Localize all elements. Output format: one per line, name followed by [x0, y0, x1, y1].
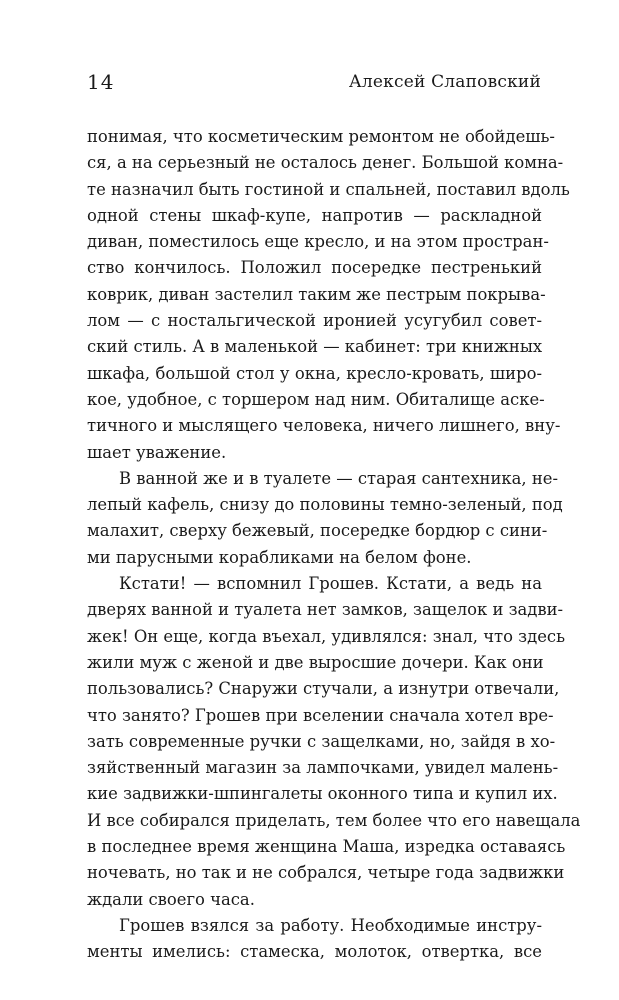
text-line: коврик, диван застелил таким же пестрым покрыва- — [87, 284, 546, 304]
text-line: дверях ванной и туалета нет замков, защелок и задви- — [87, 600, 564, 620]
text-line: зяйственный магазин за лампочками, увидел малень- — [87, 758, 559, 778]
running-head-author: Алексей Слаповский — [348, 72, 541, 92]
text-line: лом — с ностальгической иронией усугубил совет- — [87, 311, 542, 331]
text-line: жек! Он еще, когда въехал, удивлялся: знал, что здесь — [87, 626, 566, 646]
text-line: ство кончилось. Положил посередке пестренький — [87, 258, 542, 278]
text-line: тичного и мыслящего человека, ничего лишнего, вну- — [87, 416, 561, 436]
text-line: В ванной же и в туалете — старая сантехника, не- — [119, 468, 559, 488]
text-line: пользовались? Снаружи стучали, а изнутри отвечали, — [87, 679, 560, 699]
text-line: Кстати! — вспомнил Грошев. Кстати, а ведь на — [119, 574, 542, 594]
text-line: жили муж с женой и две выросшие дочери. Как они — [87, 652, 544, 672]
text-line: менты имелись: стамеска, молоток, отвертка, все — [87, 942, 542, 962]
text-line: шкафа, большой стол у окна, кресло-кровать, широ- — [87, 363, 542, 383]
text-line: Грошев взялся за работу. Необходимые инстру- — [119, 915, 542, 935]
text-line: малахит, сверху бежевый, посередке бордюр с сини- — [87, 521, 548, 541]
text-line: И все собирался приделать, тем более что его навещала — [87, 810, 581, 830]
text-line: ждали своего часа. — [87, 889, 255, 909]
text-line: ми парусными корабликами на белом фоне. — [87, 547, 472, 567]
page-number: 14 — [87, 70, 115, 94]
text-line: одной стены шкаф-купе, напротив — раскладной — [87, 205, 542, 225]
text-line: в последнее время женщина Маша, изредка оставаясь — [87, 837, 566, 857]
text-line: те назначил быть гостиной и спальней, поставил вдоль — [87, 179, 570, 199]
text-line: что занято? Грошев при вселении сначала хотел вре- — [87, 705, 554, 725]
text-line: лепый кафель, снизу до половины темно-зеленый, под — [87, 495, 563, 515]
text-line: кие задвижки-шпингалеты оконного типа и купил их. — [87, 784, 558, 804]
text-line: кое, удобное, с торшером над ним. Обиталище аске- — [87, 389, 545, 409]
text-line: зать современные ручки с защелками, но, зайдя в хо- — [87, 731, 556, 751]
text-line: ся, а на серьезный не осталось денег. Большой комна- — [87, 153, 564, 173]
text-line: ский стиль. А в маленькой — кабинет: три книжных — [87, 337, 543, 357]
text-line: понимая, что косметическим ремонтом не обойдешь- — [87, 127, 555, 146]
text-line: диван, поместилось еще кресло, и на этом простран- — [87, 232, 549, 252]
text-line: шает уважение. — [87, 442, 227, 462]
body-text — [87, 124, 581, 966]
text-line: ночевать, но так и не собрался, четыре года задвижки — [87, 863, 565, 883]
page-header — [0, 70, 619, 100]
